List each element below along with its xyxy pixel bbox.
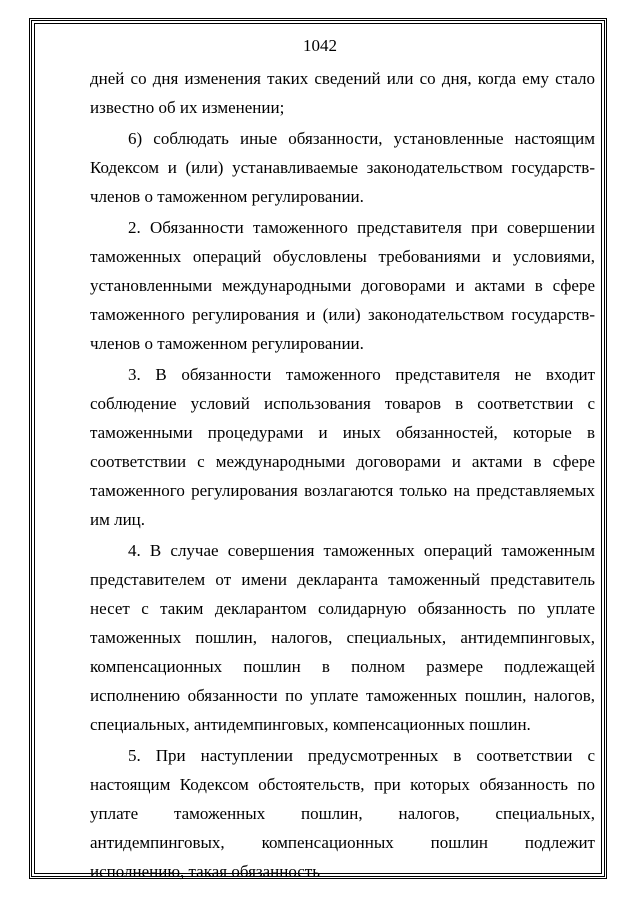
paragraph-continuation: дней со дня изменения таких сведений или со дня, когда ему стало известно об их изменении;: [90, 69, 595, 117]
page-number: 1042: [303, 36, 337, 55]
paragraph-4: 4. В случае совершения таможенных операций таможенным представителем от имени декларанта таможенный представитель несет с таким декларантом солидарную обязанность по уплате таможенных пошлин, налогов, специальных, антидемпинговых, компенсационных пошлин в полном размере подлежащей исполнению обязанности по уплате таможенных пошлин, налогов, специальных, антидемпинговых, компенсационных пошлин.: [90, 541, 595, 734]
paragraph-2: 2. Обязанности таможенного представителя при совершении таможенных операций обусловлены требованиями и условиями, установленными международными договорами и актами в сфере таможенного регулирования и (или) законодательством государств-членов о таможенном регулировании.: [90, 218, 595, 353]
document-body: [90, 64, 595, 888]
paragraph-3: 3. В обязанности таможенного представителя не входит соблюдение условий использования товаров в соответствии с таможенными процедурами и иных обязанностей, которые в соответствии с международными договорами и актами в сфере таможенного регулирования возлагаются только на представляемых им лиц.: [90, 365, 595, 529]
paragraph-item-6: 6) соблюдать иные обязанности, установленные настоящим Кодексом и (или) устанавливаемые законодательством государств-членов о таможенном регулировании.: [90, 129, 595, 206]
paragraph-5: 5. При наступлении предусмотренных в соответствии с настоящим Кодексом обстоятельств, при которых обязанность по уплате таможенных пошлин, налогов, специальных, антидемпинговых, компенсационных пошлин подлежит исполнению, такая обязанность: [90, 746, 595, 881]
